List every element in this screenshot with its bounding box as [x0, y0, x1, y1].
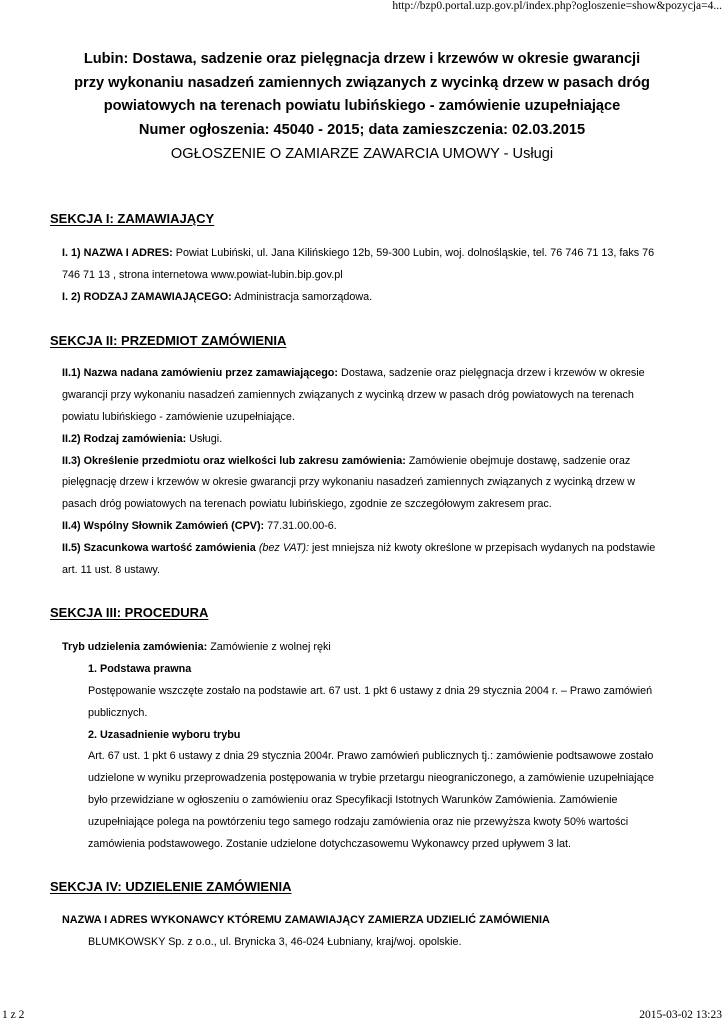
field-label: II.2) Rodzaj zamówienia:	[62, 432, 187, 445]
justification-text: udzielone w wyniku przeprowadzenia postępowania w trybie przetargu nieograniczonego, a zamówienie uzupełniające	[88, 772, 654, 785]
field-contract-type	[62, 429, 655, 451]
section-3-heading: SEKCJA III: PROCEDURA	[50, 605, 209, 620]
field-value-continuation: powiatu lubińskiego - zamówienie uzupełniające.	[62, 410, 295, 423]
field-estimated-value	[62, 538, 655, 560]
field-label: II.4) Wspólny Słownik Zamówień (CPV):	[62, 520, 265, 533]
field-contracting-type	[62, 287, 654, 309]
field-value: Administracja samorządowa.	[234, 290, 373, 303]
justification-text: było przewidziane w ogłoszeniu o zamówieniu oraz Specyfikacji Istotnych Warunków Zamówienia. Zamówienie	[88, 794, 618, 807]
field-value: 77.31.00.00-6.	[267, 520, 337, 533]
field-value-continuation: 746 71 13 , strona internetowa www.powiat-lubin.bip.gov.pl	[62, 268, 343, 281]
field-value-continuation: art. 11 ust. 8 ustawy.	[62, 564, 161, 577]
contractor-label: NAZWA I ADRES WYKONAWCY KTÓREMU ZAMAWIAJĄCY ZAMIERZA UDZIELIĆ ZAMÓWIENIA	[62, 914, 550, 926]
notice-type: OGŁOSZENIE O ZAMIARZE ZAWARCIA UMOWY - Usługi	[170, 145, 554, 162]
legal-basis-heading: 1. Podstawa prawna	[88, 662, 192, 675]
legal-basis-text: Postępowanie wszczęte zostało na podstawie art. 67 ust. 1 pkt 6 ustawy z dnia 29 stycznia 2004 r. – Prawo zamówień	[88, 684, 653, 697]
section-4-body	[62, 910, 550, 954]
field-value: Zamówienie obejmuje dostawę, sadzenie oraz	[408, 454, 631, 467]
field-label: Tryb udzielenia zamówienia:	[62, 641, 208, 653]
justification-text: zamówienia podstawowego. Zostanie udzielone dotychczasowemu Wykonawcy przed upływem 3 lat.	[88, 838, 572, 851]
field-value: jest mniejsza niż kwoty określone w przepisach wydanych na podstawie	[312, 542, 656, 555]
section-3-body	[62, 637, 654, 856]
section-4-heading: SEKCJA IV: UDZIELENIE ZAMÓWIENIA	[50, 879, 292, 894]
print-footer-page-number: 1 z 2	[2, 1009, 25, 1021]
justification-text: uzupełniające polega na powtórzeniu tego samego rodzaju zamówienia oraz nie przewyższa kwoty 50% wartości	[88, 816, 629, 829]
field-label: I. 1) NAZWA I ADRES:	[62, 247, 173, 259]
field-procedure-mode	[62, 637, 654, 659]
notice-title-line: powiatowych na terenach powiatu lubińskiego - zamówienie uzupełniające	[103, 98, 621, 115]
notice-title-line: Lubin: Dostawa, sadzenie oraz pielęgnacja drzew i krzewów w okresie gwarancji	[83, 51, 641, 67]
notice-title	[0, 48, 724, 166]
field-qualifier: (bez VAT):	[258, 542, 310, 555]
field-value-continuation: pielęgnację drzew i krzewów w okresie gwarancji przy wykonaniu nasadzeń zamiennych związanych z wycinką drzew w	[62, 476, 636, 489]
print-header-url: http://bzp0.portal.uzp.gov.pl/index.php?ogloszenie=show&pozycja=4...	[392, 0, 722, 12]
section-1-body	[62, 243, 654, 309]
field-label: I. 2) RODZAJ ZAMAWIAJĄCEGO:	[62, 290, 232, 303]
print-footer-timestamp: 2015-03-02 13:23	[639, 1009, 722, 1021]
field-contract-name	[62, 363, 655, 385]
legal-basis-text: publicznych.	[88, 706, 148, 719]
field-label: II.3) Określenie przedmiotu oraz wielkości lub zakresu zamówienia:	[62, 454, 406, 467]
field-label: II.1) Nazwa nadana zamówieniu przez zamawiającego:	[62, 367, 339, 379]
field-value: Usługi.	[189, 432, 223, 445]
field-value-continuation: pasach dróg powiatowych na terenach powiatu lubińskiego, zgodnie ze szczegółowym zakresem prac.	[62, 498, 552, 511]
field-scope	[62, 451, 655, 473]
justification-text: Art. 67 ust. 1 pkt 6 ustawy z dnia 29 stycznia 2004r. Prawo zamówień publicznych tj.: zamówienie podtsawowe zostało	[88, 750, 654, 763]
field-name-address	[62, 243, 654, 265]
field-value: Zamówienie z wolnej ręki	[210, 641, 331, 653]
field-label: II.5) Szacunkowa wartość zamówienia	[62, 542, 256, 555]
notice-title-line: przy wykonaniu nasadzeń zamiennych związanych z wycinką drzew w pasach dróg	[74, 74, 650, 91]
justification-heading: 2. Uzasadnienie wyboru trybu	[88, 728, 241, 741]
field-value-continuation: gwarancji przy wykonaniu nasadzeń zamiennych związanych z wycinką drzew w pasach dróg powiatowych na terenach	[62, 388, 634, 401]
section-2-heading: SEKCJA II: PRZEDMIOT ZAMÓWIENIA	[50, 333, 287, 348]
section-1-heading: SEKCJA I: ZAMAWIAJĄCY	[50, 211, 215, 226]
notice-number-line: Numer ogłoszenia: 45040 - 2015; data zamieszczenia: 02.03.2015	[138, 122, 586, 139]
field-value: Dostawa, sadzenie oraz pielęgnacja drzew i krzewów w okresie	[341, 367, 645, 379]
field-cpv	[62, 516, 655, 538]
section-2-body	[62, 363, 655, 582]
field-value: Powiat Lubiński, ul. Jana Kilińskiego 12b, 59-300 Lubin, woj. dolnośląskie, tel. 76 746 71 13, faks 76	[175, 247, 655, 259]
contractor-value: BLUMKOWSKY Sp. z o.o., ul. Brynicka 3, 46-024 Łubniany, kraj/woj. opolskie.	[88, 935, 462, 948]
